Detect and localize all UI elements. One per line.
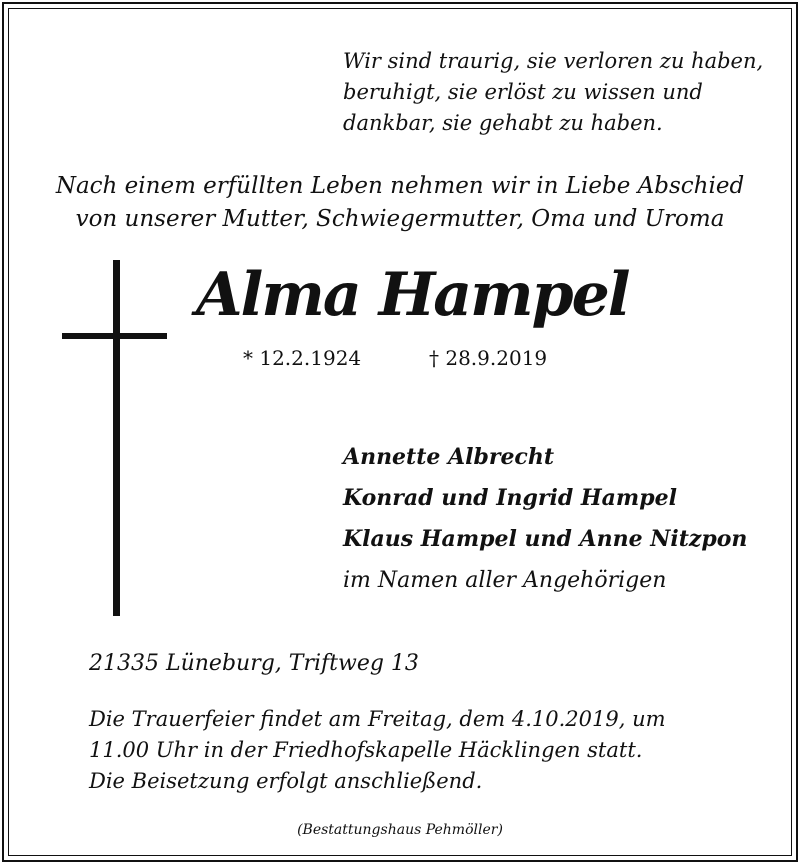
quote-line: beruhigt, sie erlöst zu wissen und bbox=[343, 80, 703, 104]
service-line: Die Beisetzung erfolgt anschließend. bbox=[89, 769, 483, 793]
intro-line: von unserer Mutter, Schwiegermutter, Oma und Uroma bbox=[75, 206, 725, 232]
intro-line: Nach einem erfüllten Leben nehmen wir in Liebe Abschied bbox=[55, 173, 745, 199]
death-date: † 28.9.2019 bbox=[429, 346, 548, 370]
family-closing: im Namen aller Angehörigen bbox=[343, 568, 667, 593]
quote-block bbox=[343, 46, 763, 139]
deceased-name: Alma Hampel bbox=[196, 260, 629, 330]
service-line: 11.00 Uhr in der Friedhofskapelle Häcklingen statt. bbox=[89, 738, 643, 762]
quote-line: dankbar, sie gehabt zu haben. bbox=[343, 111, 663, 135]
birth-date: * 12.2.1924 bbox=[243, 346, 362, 370]
family-member: Annette Albrecht bbox=[343, 444, 554, 470]
funeral-home: (Bestattungshaus Pehmöller) bbox=[297, 822, 503, 838]
family-member: Konrad und Ingrid Hampel bbox=[343, 485, 677, 511]
quote-line: Wir sind traurig, sie verloren zu haben, bbox=[343, 49, 764, 73]
intro-text bbox=[0, 170, 800, 236]
address: 21335 Lüneburg, Triftweg 13 bbox=[89, 651, 419, 676]
family-block bbox=[343, 437, 747, 601]
family-member: Klaus Hampel und Anne Nitzpon bbox=[343, 526, 748, 552]
cross-icon-vertical bbox=[113, 260, 120, 616]
service-info bbox=[89, 704, 666, 797]
cross-icon-horizontal bbox=[62, 333, 167, 339]
service-line: Die Trauerfeier findet am Freitag, dem 4.10.2019, um bbox=[89, 707, 666, 731]
